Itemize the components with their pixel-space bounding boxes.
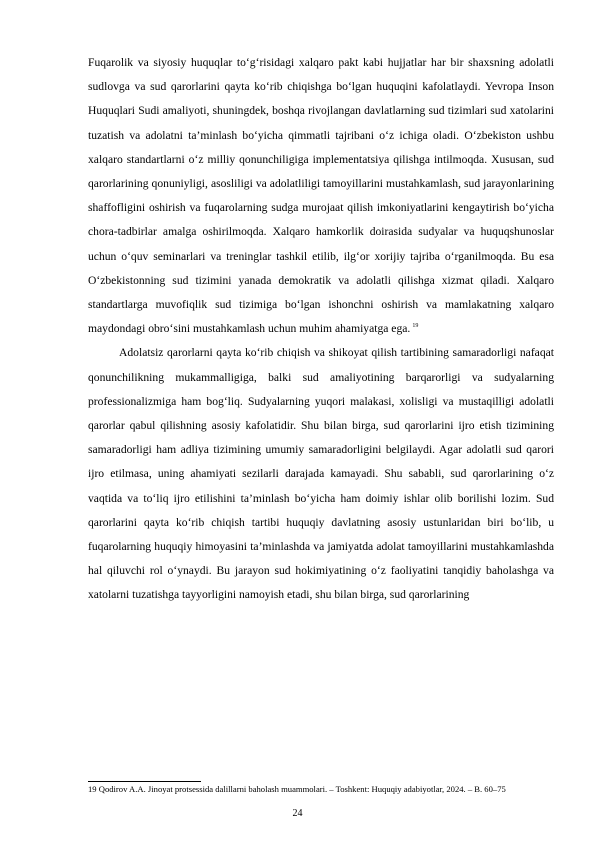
page-number: 24 (292, 808, 303, 819)
paragraph-1-text: Fuqarolik va siyosiy huquqlar to‘g‘risidagi xalqaro pakt kabi hujjatlar har bir shaxsning adolatli sudlovga va sud qarorlarini qayta ko‘rib chiqishga bo‘lgan huquqini kafolatlaydi. Yevropa Inson Huquqlari Sudi amaliyoti, shuningdek, boshqa rivojlangan davlatlarning sud tizimlari sud xatolarini tuzatish va adolatni ta’minlash bo‘yicha qimmatli tajribani o‘z ichiga oladi. O‘zbekiston ushbu xalqaro standartlarni o‘z milliy qonunchiligiga implementatsiya qilishga intilmoqda. Xususan, sud qarorlarining qonuniyligi, asosliligi va adolatliligi tamoyillarini mustahkamlash, sud jarayonlarining shaffofligini oshirish va fuqarolarning sudga murojaat qilish imkoniyatlarini kengaytirish bo‘yicha chora-tadbirlar amalga oshirilmoqda. Xalqaro hamkorlik doirasida sudyalar va huquqshunoslar uchun o‘quv seminarlari va treninglar tashkil etilib, ilg‘or xorijiy tajriba o‘rganilmoqda. Bu esa O‘zbekistonning sud tizimini yanada demokratik va adolatli qilishga xizmat qiladi. Xalqaro standartlarga muvofiqlik sud tizimiga bo‘lgan ishonchni oshirish va mamlakatning xalqaro maydondagi obro‘sini mustahkamlash uchun muhim ahamiyatga ega. (88, 56, 554, 336)
footnote-divider (88, 781, 201, 782)
footnote: 19 Qodirov A.A. Jinoyat protsessida dalillarni baholash muammolari. – Toshkent: Huquqiy adabiyotlar, 2024. – B. 60–75 (88, 784, 506, 794)
body-paragraph-2: Adolatsiz qarorlarni qayta ko‘rib chiqish va shikoyat qilish tartibining samaradorligi nafaqat qonunchilikning mukammalligiga, balki sud amaliyotining barqarorligi va sudyalarning professionalizmiga ham bog‘liq. Sudyalarning yuqori malakasi, xolisligi va mustaqilligi adolatli qarorlar qabul qilishning asosiy kafolatidir. Shu bilan birga, sud qarorlarini ijro etish tizimining samaradorligi ham adliya tizimining umumiy samaradorligini belgilaydi. Agar adolatli sud qarori ijro etilmasa, uning ahamiyati sezilarli darajada kamayadi. Shu sababli, sud qarorlarining o‘z vaqtida va to‘liq ijro etilishini ta’minlash bo‘yicha ham doimiy ishlar olib borilishi lozim. Sud qarorlarini qayta ko‘rib chiqish tartibi huquqiy davlatning asosiy ustunlaridan biri bo‘lib, u fuqarolarning huquqiy himoyasini ta’minlashda va jamiyatda adolat tamoyillarini mustahkamlashda hal qiluvchi rol o‘ynaydi. Bu jarayon sud hokimiyatining o‘z faoliyatini tanqidiy baholashga va xatolarni tuzatishga tayyorligini namoyish etadi, shu bilan birga, sud qarorlarining (88, 346, 554, 602)
page-body (88, 51, 554, 608)
footnote-reference[interactable]: 19 (412, 323, 419, 330)
body-paragraph-1 (88, 51, 554, 341)
